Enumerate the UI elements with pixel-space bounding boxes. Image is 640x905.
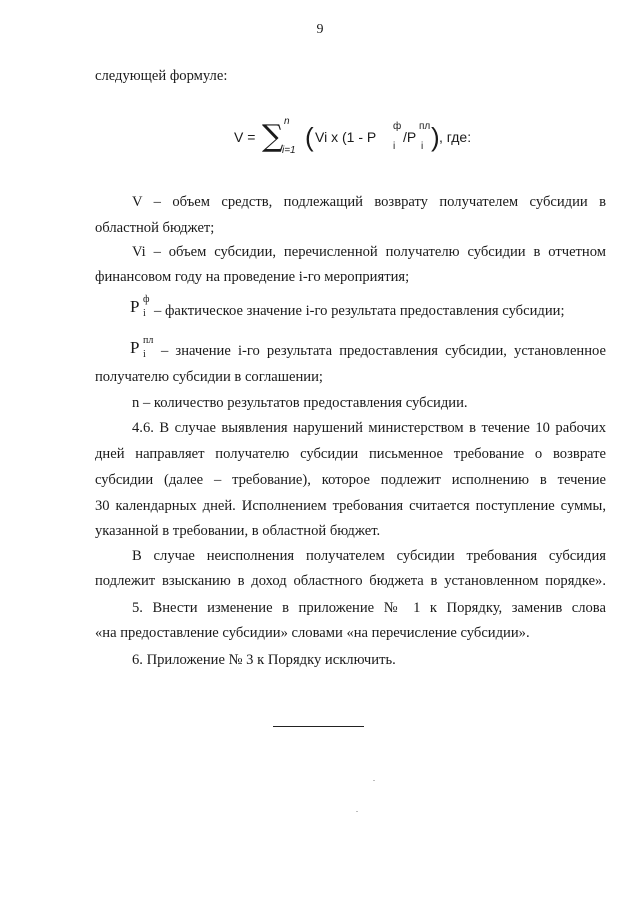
symbol-p-plan-letter: P — [130, 338, 140, 357]
clause-46-line4: 30 календарных дней. Исполнением требования считается поступление суммы, — [95, 498, 606, 514]
symbol-p-fact-letter: P — [130, 297, 140, 316]
definition-v-line2: областной бюджет; — [95, 220, 215, 236]
formula-lhs: V = — [234, 129, 256, 145]
scan-speck — [356, 811, 358, 812]
failure-line2: подлежит взысканию в доход областного бюджета в установленном порядке». — [95, 573, 606, 589]
closing-rule — [273, 726, 364, 727]
clause-46-line3: субсидии (далее – требование), которое подлежит исполнению в течение — [95, 472, 606, 488]
symbol-p-fact-sub: i — [143, 308, 146, 319]
definition-v-line1: V – объем средств, подлежащий возврату получателем субсидии в — [132, 194, 606, 210]
page-number: 9 — [316, 22, 324, 37]
formula-body: Vi x (1 - P — [315, 129, 377, 145]
symbol-p-fact-sup: ф — [143, 294, 150, 305]
symbol-p-plan-sub: i — [143, 349, 146, 360]
definition-p-plan-line2: получателю субсидии в соглашении; — [95, 369, 323, 385]
formula-sup-fact: ф — [393, 121, 402, 132]
definition-p-plan-line1: – значение i-го результата предоставления субсидии, установленное — [161, 343, 606, 359]
clause-5-line2: «на предоставление субсидии» словами «на перечисление субсидии». — [95, 625, 530, 641]
failure-line1: В случае неисполнения получателем субсидии требования субсидия — [132, 548, 606, 564]
definition-n: n – количество результатов предоставления субсидии. — [132, 395, 468, 411]
definition-vi-line1: Vi – объем субсидии, перечисленной получателю субсидии в отчетном — [132, 244, 606, 260]
refund-formula — [234, 118, 494, 162]
clause-6: 6. Приложение № 3 к Порядку исключить. — [132, 652, 396, 668]
clause-46-line2: дней направляет получателю субсидии письменное требование о возврате — [95, 446, 606, 462]
intro-text: следующей формуле: — [95, 68, 228, 84]
definition-vi-line2: финансовом году на проведение i-го мероприятия; — [95, 269, 410, 285]
formula-close-paren: ) — [431, 122, 440, 152]
definition-p-fact: – фактическое значение i-го результата предоставления субсидии; — [154, 303, 565, 319]
clause-46-line1: 4.6. В случае выявления нарушений министерством в течение 10 рабочих — [132, 420, 606, 436]
formula-tail: , где: — [439, 129, 472, 145]
symbol-p-plan-sup: пл — [143, 335, 154, 346]
formula-sub-plan: i — [421, 141, 424, 152]
sum-upper-limit: n — [284, 116, 290, 127]
formula-sup-plan: пл — [419, 121, 431, 132]
clause-46-line5: указанной в требовании, в областной бюджет. — [95, 523, 381, 539]
formula-sub-fact: i — [393, 141, 396, 152]
scan-speck — [373, 780, 375, 781]
formula-slash: /P — [403, 129, 417, 145]
sum-lower-limit: i=1 — [282, 145, 296, 156]
sum-sign: ∑ — [262, 119, 284, 154]
clause-5-line1: 5. Внести изменение в приложение № 1 к Порядку, заменив слова — [132, 600, 606, 616]
formula-open-paren: ( — [305, 122, 314, 152]
